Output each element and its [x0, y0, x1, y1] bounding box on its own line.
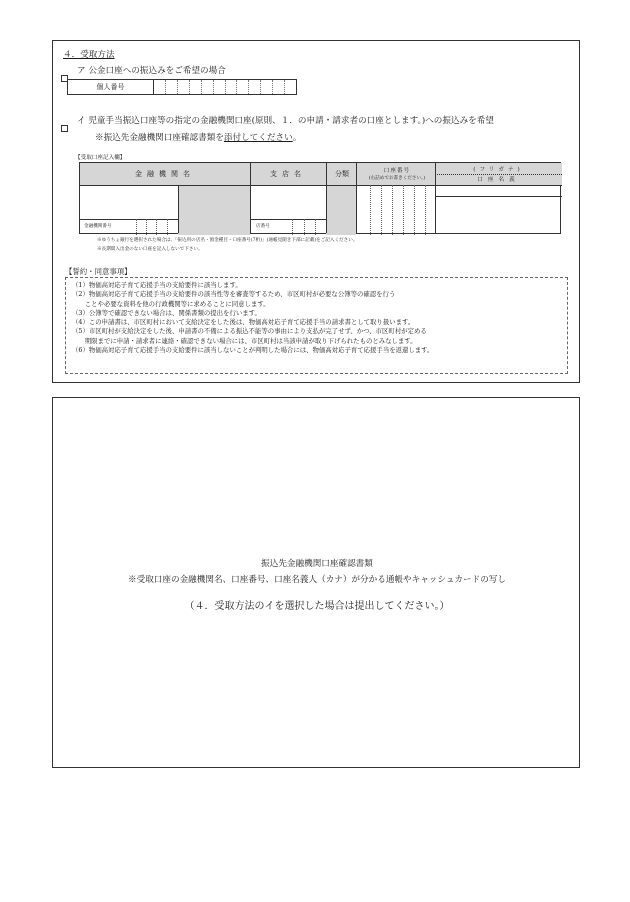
- consent-item: （3）公簿等で確認できない場合は、関係書類の提出を行います。: [72, 308, 261, 317]
- option-b-label: イ 児童手当振込口座等の指定の金融機関口座(原則、１．の申請・請求者の口座とします。)への振込みを希望: [77, 116, 494, 126]
- mynumber-digit[interactable]: [202, 80, 214, 94]
- mynumber-digit[interactable]: [154, 80, 166, 94]
- mynumber-digit[interactable]: [226, 80, 238, 94]
- bank-account-table: [79, 162, 561, 234]
- mynumber-digit[interactable]: [273, 80, 285, 94]
- mynumber-table: [67, 79, 297, 95]
- mynumber-digit[interactable]: [214, 80, 226, 94]
- account-number-input[interactable]: [358, 187, 434, 233]
- section-4-receipt-method: [52, 40, 580, 383]
- consent-item: （5）市区町村が支給決定をした後、申請書の不備による振込不能等の事由により支払が完了せず、かつ、市区町村が定める: [72, 327, 427, 336]
- bank-name-input[interactable]: [82, 187, 176, 217]
- col-furigana: (フリガナ): [473, 167, 524, 173]
- consent-item: （1）物価高対応子育て応援手当の支給要件に該当します。: [72, 281, 242, 289]
- attach-note-suffix: 。: [292, 133, 302, 143]
- account-holder-input[interactable]: [437, 198, 560, 233]
- mynumber-digit[interactable]: [166, 80, 178, 94]
- attachment-description: ※受取口座の金融機関名、口座番号、口座名義人（カナ）が分かる通帳やキャッシュカードの写し: [128, 575, 506, 585]
- col-branch-name: 支店名: [270, 170, 306, 178]
- consent-item: （6）物価高対応子育て応援手当の支給要件に該当しないことが判明した場合には、物価高対応子育て応援手当を返還します。: [72, 346, 434, 355]
- col-bank-name: 金融機関名: [135, 170, 195, 178]
- consent-item: （4）この申請書は、市区町村において支給決定をした後は、物価高対応子育て応援手当の請求書として取り扱います。: [72, 318, 415, 327]
- furigana-input[interactable]: [437, 187, 560, 195]
- account-section-title: 【受取口座記入欄】: [75, 155, 126, 161]
- mynumber-digit[interactable]: [249, 80, 261, 94]
- attachment-condition: （４．受取方法のイを選択した場合は提出してください。）: [184, 601, 450, 612]
- section-4-title: ４．受取方法: [63, 50, 115, 60]
- shaded-block: [178, 185, 250, 235]
- note-yucho: ※ゆうちょ銀行を選択された場合は、「振込用の店名・預金種目・口座番号(7桁)」(通帳見開き下部に記載)をご記入ください。: [97, 238, 358, 243]
- mynumber-digit[interactable]: [190, 80, 202, 94]
- mynumber-digit[interactable]: [261, 80, 273, 94]
- mynumber-label: 個人番号: [68, 80, 154, 94]
- consent-title: 【誓約・同意事項】: [65, 267, 132, 276]
- option-b-checkbox[interactable]: [61, 117, 68, 136]
- consent-item: （2）物価高対応子育て応援手当の支給要件の該当性等を審査等するため、市区町村が必要な公簿等の確認を行う: [72, 290, 396, 299]
- consent-item: 期限までに申請・請求者に連絡・確認できない場合には、市区町村は当該申請が取り下げられたものとみなします。: [72, 336, 417, 345]
- option-a-label: ア 公金口座への振込みをご希望の場合: [77, 66, 226, 76]
- consent-box: [65, 277, 568, 374]
- note-dormant: ※長期間入出金のない口座を記入しないで下さい。: [97, 247, 203, 252]
- branch-code-label: 店番号: [256, 224, 270, 229]
- mynumber-digit[interactable]: [285, 80, 296, 94]
- branch-name-input[interactable]: [252, 187, 324, 217]
- col-account-number-note: (右詰めでお書きください。): [368, 176, 426, 181]
- shaded-block: [326, 185, 356, 235]
- attachment-title: 振込先金融機関口座確認書類: [261, 559, 373, 569]
- col-account-holder: 口座名義: [477, 177, 520, 183]
- attach-note-emphasis: 添付してください: [223, 133, 293, 143]
- col-account-number: 口座番号: [383, 168, 411, 174]
- attachment-paste-area: [52, 397, 580, 768]
- col-type: 分類: [335, 170, 349, 178]
- bank-code-label: 金融機関番号: [84, 224, 112, 229]
- attach-note-prefix: ※振込先金融機関口座確認書類を: [95, 133, 224, 143]
- consent-item: ことや必要な資料を他の行政機関等に求めることに同意します。: [72, 299, 270, 308]
- mynumber-digit[interactable]: [178, 80, 190, 94]
- attach-note: [95, 131, 301, 143]
- mynumber-digit[interactable]: [237, 80, 249, 94]
